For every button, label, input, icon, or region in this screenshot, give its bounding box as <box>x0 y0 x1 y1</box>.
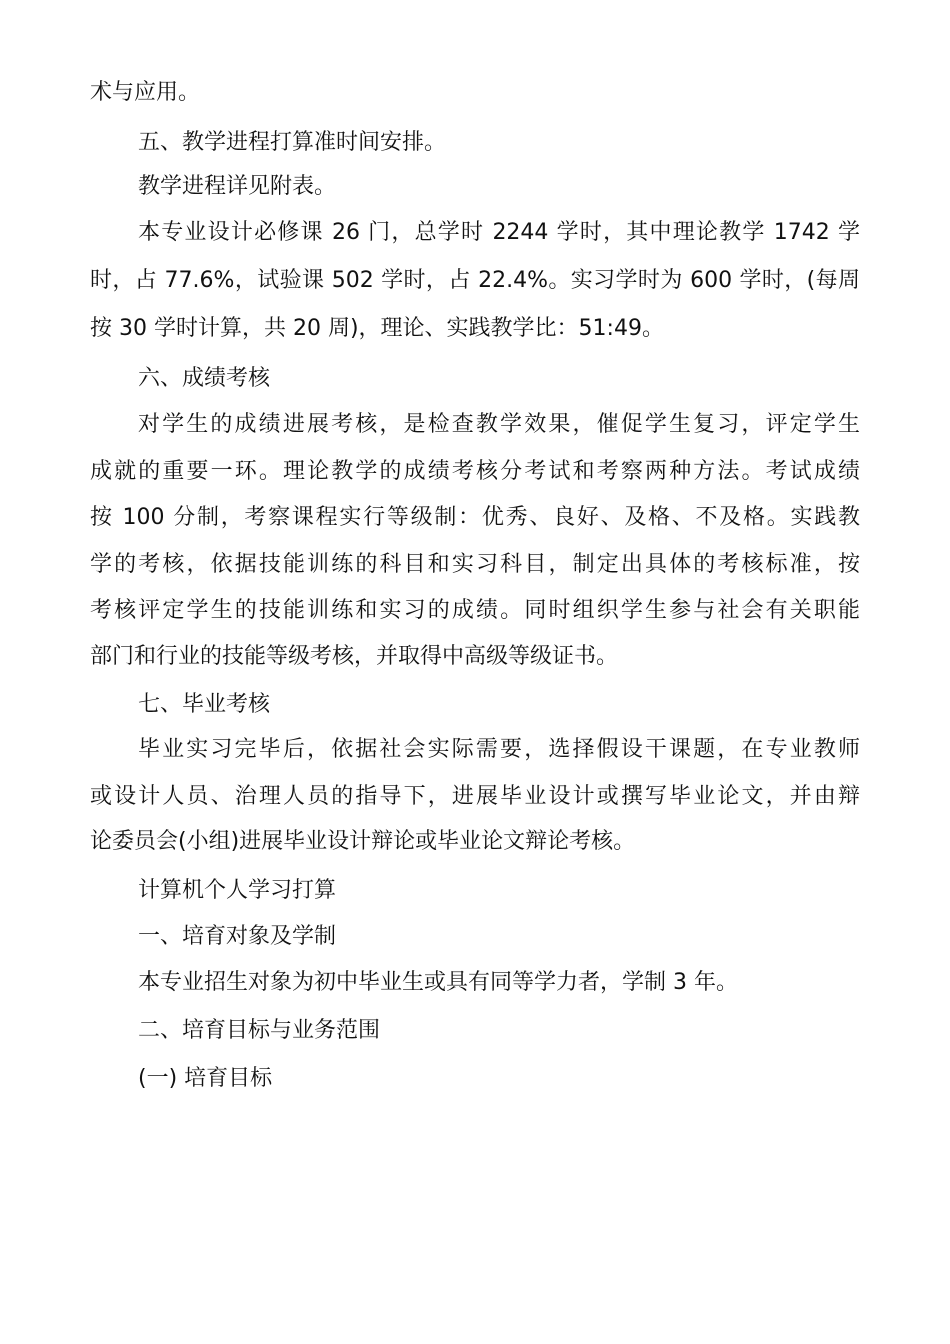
paragraph-line: 毕业实习完毕后，依据社会实际需要，选择假设干课题，在专业教师 <box>138 737 860 762</box>
section-heading: 二、培育目标与业务范围 <box>138 1018 381 1043</box>
section-heading: 七、毕业考核 <box>138 692 271 717</box>
paragraph-line: 部门和行业的技能等级考核，并取得中高级等级证书。 <box>90 644 619 669</box>
text-line: 教学进程详见附表。 <box>138 174 337 199</box>
paragraph-line: 学的考核，依据技能训练的科目和实习科目，制定出具体的考核标准，按 <box>90 552 860 577</box>
text-line: 术与应用。 <box>90 80 201 105</box>
section-heading: 一、培育对象及学制 <box>138 924 337 949</box>
paragraph-line: 论委员会(小组)进展毕业设计辩论或毕业论文辩论考核。 <box>90 829 636 854</box>
paragraph-line: 考核评定学生的技能训练和实习的成绩。同时组织学生参与社会有关职能 <box>90 598 860 623</box>
paragraph-line: 按 100 分制，考察课程实行等级制：优秀、良好、及格、不及格。实践教 <box>90 505 860 530</box>
section-heading: 五、教学进程打算准时间安排。 <box>138 130 447 155</box>
paragraph-line: 时，占 77.6%，试验课 502 学时，占 22.4%。实习学时为 600 学时，(每周 <box>90 268 860 293</box>
paragraph-line: 成就的重要一环。理论教学的成绩考核分考试和考察两种方法。考试成绩 <box>90 459 860 484</box>
paragraph-line: 本专业设计必修课 26 门，总学时 2244 学时，其中理论教学 1742 学 <box>138 220 860 245</box>
paragraph-line: 对学生的成绩进展考核，是检查教学效果，催促学生复习，评定学生 <box>138 412 860 437</box>
subsection-heading: (一) 培育目标 <box>138 1066 273 1091</box>
paragraph-line: 或设计人员、治理人员的指导下，进展毕业设计或撰写毕业论文，并由辩 <box>90 784 860 809</box>
document-title: 计算机个人学习打算 <box>138 878 337 903</box>
paragraph-line: 按 30 学时计算，共 20 周)，理论、实践教学比：51:49。 <box>90 316 664 341</box>
paragraph-line: 本专业招生对象为初中毕业生或具有同等学力者，学制 3 年。 <box>138 970 738 995</box>
section-heading: 六、成绩考核 <box>138 366 271 391</box>
